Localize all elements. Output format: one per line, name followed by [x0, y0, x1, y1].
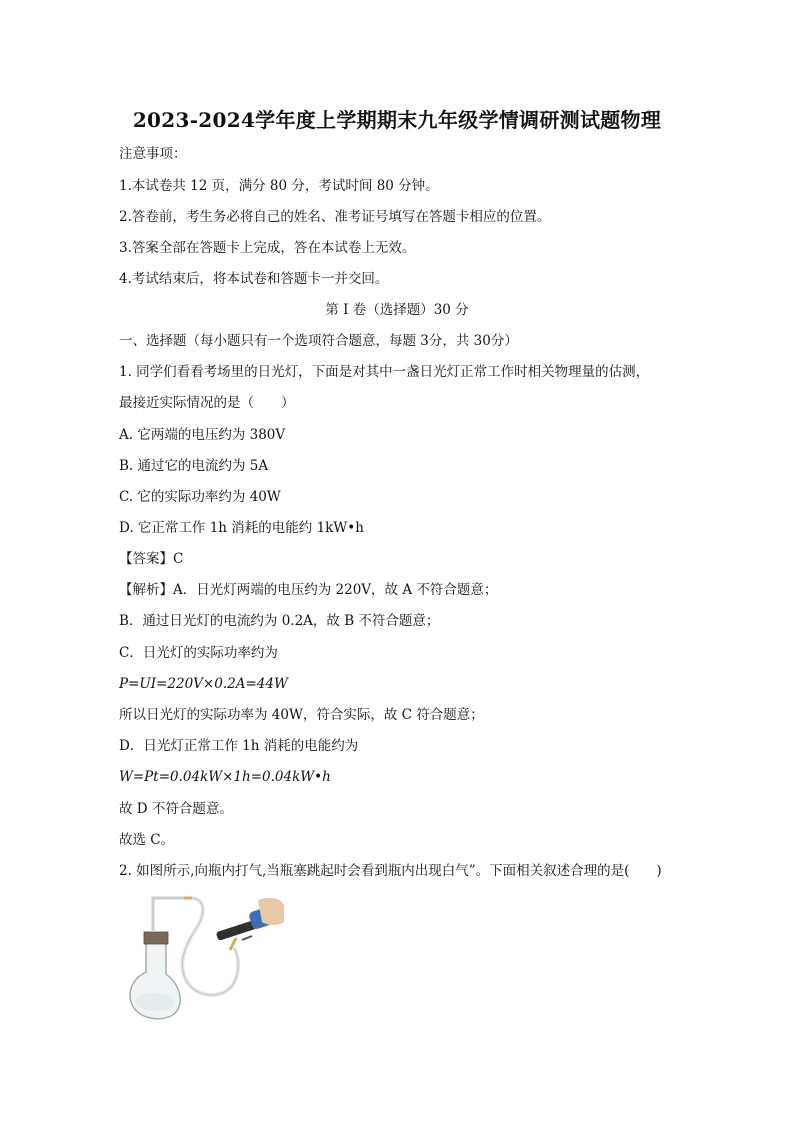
- q1-option-a: A. 它两端的电压约为 380V: [119, 427, 286, 443]
- q1-stem-line2: 最接近实际情况的是（ ）: [119, 395, 295, 411]
- notice-item-3: 3.答案全部在答题卡上完成，答在本试卷上无效。: [119, 240, 416, 256]
- notice-item-2: 2.答卷前，考生务必将自己的姓名、准考证号填写在答题卡相应的位置。: [119, 209, 551, 225]
- hand-icon: [258, 898, 284, 925]
- q1-formula-power: P=UI=220V×0.2A=44W: [119, 676, 288, 692]
- q1-stem-line1: 1. 同学们看看考场里的日光灯，下面是对其中一盏日光灯正常工作时相关物理量的估测，: [119, 364, 650, 380]
- q1-analysis-1: 【解析】A．日光灯两端的电压约为 220V，故 A 不符合题意；: [119, 582, 498, 598]
- notice-item-4: 4.考试结束后，将本试卷和答题卡一并交回。: [119, 271, 389, 287]
- hose-icon: [182, 898, 238, 995]
- pump-icon: [216, 920, 257, 941]
- q1-option-b: B. 通过它的电流约为 5A: [119, 458, 269, 474]
- q1-analysis-6: D．日光灯正常工作 1h 消耗的电能约为: [119, 738, 359, 754]
- part-heading: 一、选择题（每小题只有一个选项符合题意，每题 3分，共 30分）: [119, 333, 518, 349]
- section-title: 第 I 卷（选择题）30 分: [325, 302, 469, 318]
- q1-analysis-8: 故 D 不符合题意。: [119, 801, 233, 817]
- notice-heading: 注意事项：: [119, 146, 187, 162]
- q2-stem: 2. 如图所示,向瓶内打气,当瓶塞跳起时会看到瓶内出现白气”。下面相关叙述合理的是( ): [119, 863, 662, 879]
- q1-option-c: C. 它的实际功率约为 40W: [119, 489, 281, 505]
- q1-formula-energy: W=Pt=0.04kW×1h=0.04kW•h: [119, 769, 331, 785]
- q1-analysis-9: 故选 C。: [119, 832, 175, 848]
- q1-analysis-3: C．日光灯的实际功率约为: [119, 645, 278, 661]
- notice-item-1: 1.本试卷共 12 页，满分 80 分，考试时间 80 分钟。: [119, 178, 439, 194]
- flask-pump-figure: [122, 892, 284, 1022]
- q1-analysis-2: B．通过日光灯的电流约为 0.2A，故 B 不符合题意；: [119, 613, 440, 629]
- q1-answer: 【答案】C: [119, 551, 184, 567]
- page-title: 2023-2024学年度上学期期末九年级学情调研测试题物理: [132, 108, 662, 132]
- stopper-icon: [144, 932, 168, 944]
- q1-analysis-5: 所以日光灯的实际功率为 40W，符合实际，故 C 符合题意；: [119, 707, 484, 723]
- q1-option-d: D. 它正常工作 1h 消耗的电能约 1kW•h: [119, 520, 364, 536]
